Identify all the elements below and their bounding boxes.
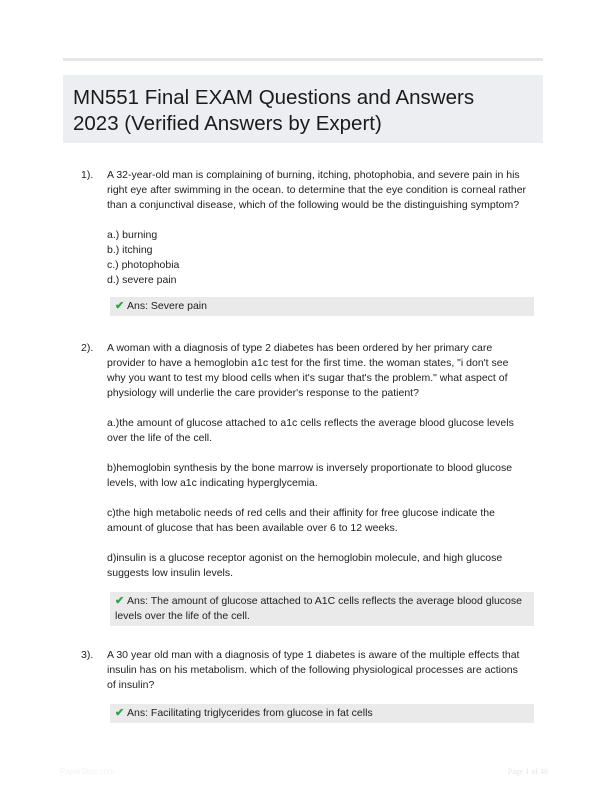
question-body	[107, 341, 537, 581]
answer-box	[110, 704, 534, 723]
title-line-1: MN551 Final EXAM Questions and Answers	[73, 86, 475, 109]
option-c	[107, 506, 537, 536]
option-d: d.) severe pain	[107, 274, 177, 286]
option-line: amount of glucose that has been available over 6 to 12 weeks.	[107, 522, 398, 534]
check-icon: ✔	[115, 300, 125, 312]
answer-box	[110, 592, 534, 626]
option-line: c)the high metabolic needs of red cells and their affinity for free glucose indicate the	[107, 507, 495, 519]
answer-text-line-2: levels over the life of the cell.	[115, 610, 250, 622]
check-icon: ✔	[115, 707, 125, 719]
answer-text: Ans: Severe pain	[127, 300, 207, 312]
option-line: suggests low insulin levels.	[107, 567, 234, 579]
title-line-2: 2023 (Verified Answers by Expert)	[73, 112, 382, 135]
top-divider	[63, 58, 543, 61]
question-body	[107, 648, 537, 693]
question-line: provider to have a hemoglobin a1c test for the first time. the woman states, "i don't see	[107, 357, 509, 369]
document-title	[63, 75, 543, 143]
question-line: physiology will underlie the care provider's response to the patient?	[107, 387, 419, 399]
question-line: right eye after swimming in the ocean. to determine that the eye condition is corneal rather	[107, 184, 527, 196]
question-line: A woman with a diagnosis of type 2 diabetes has been ordered by her primary care	[107, 342, 493, 354]
question-line: of insulin?	[107, 679, 155, 691]
question-number: 1).	[81, 169, 94, 181]
option-line: b)hemoglobin synthesis by the bone marrow is inversely proportionate to blood glucose	[107, 462, 513, 474]
answer-text: Ans: The amount of glucose attached to A1C cells reflects the average blood glucose	[127, 595, 522, 607]
option-line: a.)the amount of glucose attached to a1c cells reflects the average blood glucose levels	[107, 417, 514, 429]
option-c: c.) photophobia	[107, 259, 180, 271]
check-icon: ✔	[115, 595, 125, 607]
footer-watermark: PaperStoc.com	[60, 767, 115, 776]
option-d	[107, 551, 537, 581]
option-b	[107, 461, 537, 491]
options-list	[107, 228, 537, 288]
question-number: 2).	[81, 342, 94, 354]
question-line: insulin has on his metabolism. which of the following physiological processes are actions	[107, 664, 518, 676]
answer-box	[110, 297, 534, 316]
page-number: Page 1 of 48	[507, 767, 548, 776]
option-a	[107, 416, 537, 446]
option-line: over the life of the cell.	[107, 432, 213, 444]
question-number: 3).	[81, 649, 94, 661]
question-body	[107, 168, 537, 288]
question-text	[107, 648, 537, 693]
option-a: a.) burning	[107, 229, 158, 241]
option-line: levels, with low a1c indicating hyperglycemia.	[107, 477, 318, 489]
question-line: A 30 year old man with a diagnosis of type 1 diabetes is aware of the multiple effects that	[107, 649, 520, 661]
option-b: b.) itching	[107, 244, 153, 256]
question-line: A 32-year-old man is complaining of burning, itching, photophobia, and severe pain in his	[107, 169, 520, 181]
option-line: d)insulin is a glucose receptor agonist on the hemoglobin molecule, and high glucose	[107, 552, 503, 564]
question-line: than a conjunctival disease, which of the following would be the distinguishing symptom?	[107, 199, 520, 211]
question-text	[107, 168, 537, 213]
answer-text: Ans: Facilitating triglycerides from glucose in fat cells	[127, 707, 373, 719]
question-text	[107, 341, 537, 401]
question-line: why you want to test my blood cells when it's sugar that's the problem." what aspect of	[107, 372, 508, 384]
